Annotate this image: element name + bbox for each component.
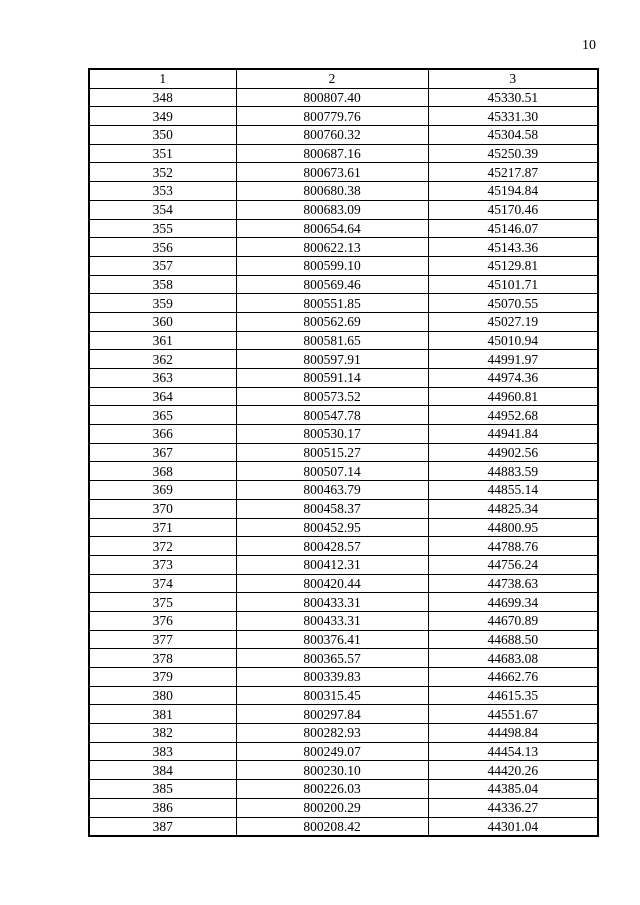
- table-cell: 800226.03: [236, 780, 428, 799]
- table-row: [89, 724, 598, 743]
- table-cell: 44960.81: [428, 387, 598, 406]
- table-cell: 44756.24: [428, 555, 598, 574]
- table-row: [89, 630, 598, 649]
- table-cell: 44683.08: [428, 649, 598, 668]
- table-cell: 44420.26: [428, 761, 598, 780]
- table-cell: 385: [89, 780, 236, 799]
- table-cell: 800687.16: [236, 144, 428, 163]
- table-row: [89, 126, 598, 145]
- table-cell: 800208.42: [236, 817, 428, 836]
- table-cell: 800591.14: [236, 369, 428, 388]
- table-row: [89, 611, 598, 630]
- table-cell: 369: [89, 481, 236, 500]
- header-cell-1: 1: [89, 69, 236, 88]
- table-cell: 44699.34: [428, 593, 598, 612]
- table-cell: 380: [89, 686, 236, 705]
- table-cell: 800551.85: [236, 294, 428, 313]
- table-row: [89, 256, 598, 275]
- table-cell: 367: [89, 443, 236, 462]
- table-cell: 381: [89, 705, 236, 724]
- table-cell: 800412.31: [236, 555, 428, 574]
- table-cell: 386: [89, 798, 236, 817]
- table-row: [89, 200, 598, 219]
- table-cell: 377: [89, 630, 236, 649]
- table-row: [89, 182, 598, 201]
- table-row: [89, 144, 598, 163]
- table-cell: 370: [89, 499, 236, 518]
- table-cell: 800680.38: [236, 182, 428, 201]
- table-cell: 350: [89, 126, 236, 145]
- table-row: [89, 668, 598, 687]
- table-row: [89, 219, 598, 238]
- table-cell: 382: [89, 724, 236, 743]
- table-cell: 45250.39: [428, 144, 598, 163]
- table-cell: 368: [89, 462, 236, 481]
- table-cell: 44385.04: [428, 780, 598, 799]
- table-cell: 356: [89, 238, 236, 257]
- table-cell: 376: [89, 611, 236, 630]
- table-row: [89, 369, 598, 388]
- table-row: [89, 593, 598, 612]
- table-row: [89, 686, 598, 705]
- table-cell: 375: [89, 593, 236, 612]
- table-cell: 44688.50: [428, 630, 598, 649]
- table-cell: 360: [89, 312, 236, 331]
- table-cell: 45217.87: [428, 163, 598, 182]
- table-row: [89, 555, 598, 574]
- table-cell: 44454.13: [428, 742, 598, 761]
- table-cell: 363: [89, 369, 236, 388]
- table-cell: 44883.59: [428, 462, 598, 481]
- table-cell: 800581.65: [236, 331, 428, 350]
- table-cell: 364: [89, 387, 236, 406]
- header-row: [89, 69, 598, 88]
- table-cell: 800452.95: [236, 518, 428, 537]
- table-cell: 800530.17: [236, 425, 428, 444]
- table-cell: 44825.34: [428, 499, 598, 518]
- table-cell: 45101.71: [428, 275, 598, 294]
- table-row: [89, 780, 598, 799]
- table-row: [89, 425, 598, 444]
- table-cell: 800458.37: [236, 499, 428, 518]
- table-cell: 45304.58: [428, 126, 598, 145]
- table-cell: 45129.81: [428, 256, 598, 275]
- table-row: [89, 275, 598, 294]
- table-row: [89, 443, 598, 462]
- table-cell: 378: [89, 649, 236, 668]
- table-cell: 352: [89, 163, 236, 182]
- header-cell-3: 3: [428, 69, 598, 88]
- table-cell: 365: [89, 406, 236, 425]
- table-cell: 387: [89, 817, 236, 836]
- table-cell: 371: [89, 518, 236, 537]
- table-cell: 349: [89, 107, 236, 126]
- table-row: [89, 163, 598, 182]
- table-cell: 800428.57: [236, 537, 428, 556]
- table-row: [89, 312, 598, 331]
- table-cell: 800807.40: [236, 88, 428, 107]
- table-cell: 800507.14: [236, 462, 428, 481]
- table-cell: 44738.63: [428, 574, 598, 593]
- table-cell: 45143.36: [428, 238, 598, 257]
- table-cell: 355: [89, 219, 236, 238]
- table-cell: 44670.89: [428, 611, 598, 630]
- table-cell: 44336.27: [428, 798, 598, 817]
- table-cell: 800569.46: [236, 275, 428, 294]
- table-cell: 800433.31: [236, 593, 428, 612]
- table-cell: 800622.13: [236, 238, 428, 257]
- table-row: [89, 331, 598, 350]
- table-row: [89, 499, 598, 518]
- table-cell: 44855.14: [428, 481, 598, 500]
- table-cell: 45330.51: [428, 88, 598, 107]
- table-cell: 800315.45: [236, 686, 428, 705]
- table-cell: 800376.41: [236, 630, 428, 649]
- table-row: [89, 406, 598, 425]
- table-cell: 44301.04: [428, 817, 598, 836]
- table-row: [89, 761, 598, 780]
- table-row: [89, 294, 598, 313]
- table-cell: 800562.69: [236, 312, 428, 331]
- header-cell-2: 2: [236, 69, 428, 88]
- table-body: [89, 88, 598, 836]
- table-row: [89, 742, 598, 761]
- table-cell: 374: [89, 574, 236, 593]
- table-cell: 372: [89, 537, 236, 556]
- table-cell: 800200.29: [236, 798, 428, 817]
- table-row: [89, 705, 598, 724]
- table-row: [89, 817, 598, 836]
- table-cell: 44952.68: [428, 406, 598, 425]
- table-cell: 800683.09: [236, 200, 428, 219]
- table-cell: 359: [89, 294, 236, 313]
- table-cell: 354: [89, 200, 236, 219]
- table-cell: 45070.55: [428, 294, 598, 313]
- table-cell: 45331.30: [428, 107, 598, 126]
- table-row: [89, 518, 598, 537]
- table-cell: 379: [89, 668, 236, 687]
- table-cell: 44902.56: [428, 443, 598, 462]
- table-cell: 366: [89, 425, 236, 444]
- table-cell: 44615.35: [428, 686, 598, 705]
- table-row: [89, 649, 598, 668]
- table-cell: 800249.07: [236, 742, 428, 761]
- table-cell: 800599.10: [236, 256, 428, 275]
- table-cell: 800230.10: [236, 761, 428, 780]
- table-cell: 800463.79: [236, 481, 428, 500]
- table-cell: 353: [89, 182, 236, 201]
- table-cell: 800573.52: [236, 387, 428, 406]
- table-cell: 800654.64: [236, 219, 428, 238]
- coordinates-table: [88, 68, 599, 837]
- table-row: [89, 238, 598, 257]
- table-cell: 45170.46: [428, 200, 598, 219]
- table-cell: 800282.93: [236, 724, 428, 743]
- table-cell: 800365.57: [236, 649, 428, 668]
- table-row: [89, 462, 598, 481]
- table-cell: 800515.27: [236, 443, 428, 462]
- table-row: [89, 537, 598, 556]
- table-cell: 373: [89, 555, 236, 574]
- table-cell: 362: [89, 350, 236, 369]
- table-cell: 800779.76: [236, 107, 428, 126]
- table-cell: 44974.36: [428, 369, 598, 388]
- table-cell: 800420.44: [236, 574, 428, 593]
- table-row: [89, 798, 598, 817]
- table-cell: 351: [89, 144, 236, 163]
- table-row: [89, 574, 598, 593]
- table-row: [89, 350, 598, 369]
- table-row: [89, 481, 598, 500]
- table-row: [89, 107, 598, 126]
- table-cell: 44662.76: [428, 668, 598, 687]
- table-cell: 45146.07: [428, 219, 598, 238]
- table-cell: 358: [89, 275, 236, 294]
- table-cell: 44991.97: [428, 350, 598, 369]
- table-cell: 800433.31: [236, 611, 428, 630]
- table-cell: 44498.84: [428, 724, 598, 743]
- table-cell: 44800.95: [428, 518, 598, 537]
- table-cell: 800597.91: [236, 350, 428, 369]
- page-number: 10: [582, 38, 596, 53]
- table-row: [89, 387, 598, 406]
- table-cell: 45194.84: [428, 182, 598, 201]
- table-cell: 44941.84: [428, 425, 598, 444]
- table-row: [89, 88, 598, 107]
- table-cell: 44788.76: [428, 537, 598, 556]
- table-cell: 383: [89, 742, 236, 761]
- table-cell: 800760.32: [236, 126, 428, 145]
- table-cell: 357: [89, 256, 236, 275]
- table-header: [89, 69, 598, 88]
- table-cell: 45027.19: [428, 312, 598, 331]
- table-cell: 45010.94: [428, 331, 598, 350]
- table-cell: 800673.61: [236, 163, 428, 182]
- table-cell: 361: [89, 331, 236, 350]
- table-cell: 44551.67: [428, 705, 598, 724]
- table-cell: 800547.78: [236, 406, 428, 425]
- table-cell: 800339.83: [236, 668, 428, 687]
- table-cell: 348: [89, 88, 236, 107]
- table-cell: 384: [89, 761, 236, 780]
- table-cell: 800297.84: [236, 705, 428, 724]
